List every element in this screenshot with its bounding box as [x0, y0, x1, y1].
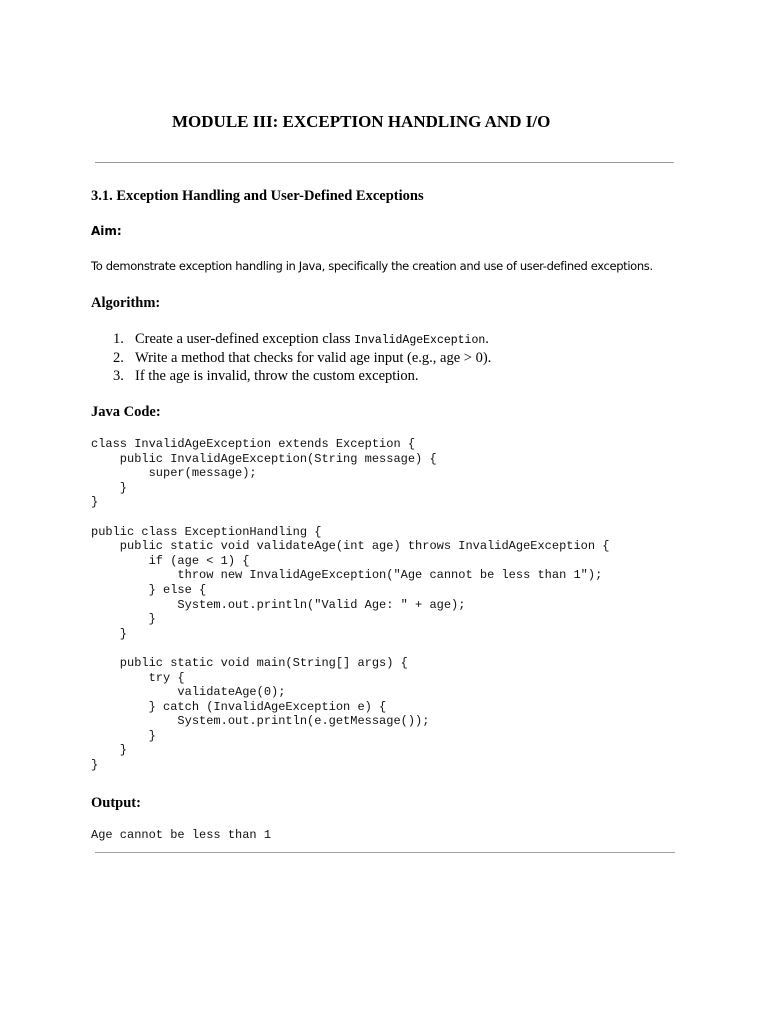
bottom-divider [95, 852, 675, 853]
step-code: InvalidAgeException [354, 334, 486, 347]
code-heading: Java Code: [91, 404, 161, 420]
algorithm-heading: Algorithm: [91, 295, 161, 311]
algorithm-step [113, 367, 491, 386]
step-suffix: . [485, 331, 489, 347]
step-text: Create a user-defined exception class [135, 331, 355, 347]
top-divider [95, 162, 674, 163]
section-heading: 3.1. Exception Handling and User-Defined Exceptions [91, 188, 424, 204]
step-text: If the age is invalid, throw the custom exception. [135, 368, 419, 384]
output-text: Age cannot be less than 1 [91, 828, 272, 842]
output-heading: Output: [91, 795, 141, 811]
aim-label: Aim: [91, 224, 122, 238]
algorithm-step [113, 349, 491, 368]
step-number: 1. [113, 331, 124, 347]
java-code-block: class InvalidAgeException extends Exception { public InvalidAgeException(String message) { super(message); } } public class ExceptionHandling { public static void validateAge(int age) throws InvalidAgeException { if (age < 1) { throw new InvalidAgeException("Age cannot be less than 1"); } else { System.out.println("Valid Age: " + age); } } public static void main(String[] args) { try { validateAge(0); } catch (InvalidAgeException e) { System.out.println(e.getMessage()); } } } [91, 437, 610, 773]
aim-text: To demonstrate exception handling in Java, specifically the creation and use of user-defined exceptions. [91, 259, 653, 273]
step-text: Write a method that checks for valid age input (e.g., age > 0). [135, 349, 492, 366]
algorithm-step [113, 330, 491, 349]
algorithm-list [113, 330, 491, 386]
step-number: 3. [113, 368, 124, 384]
step-number: 2. [113, 349, 124, 366]
page-title: MODULE III: EXCEPTION HANDLING AND I/O [172, 112, 551, 131]
